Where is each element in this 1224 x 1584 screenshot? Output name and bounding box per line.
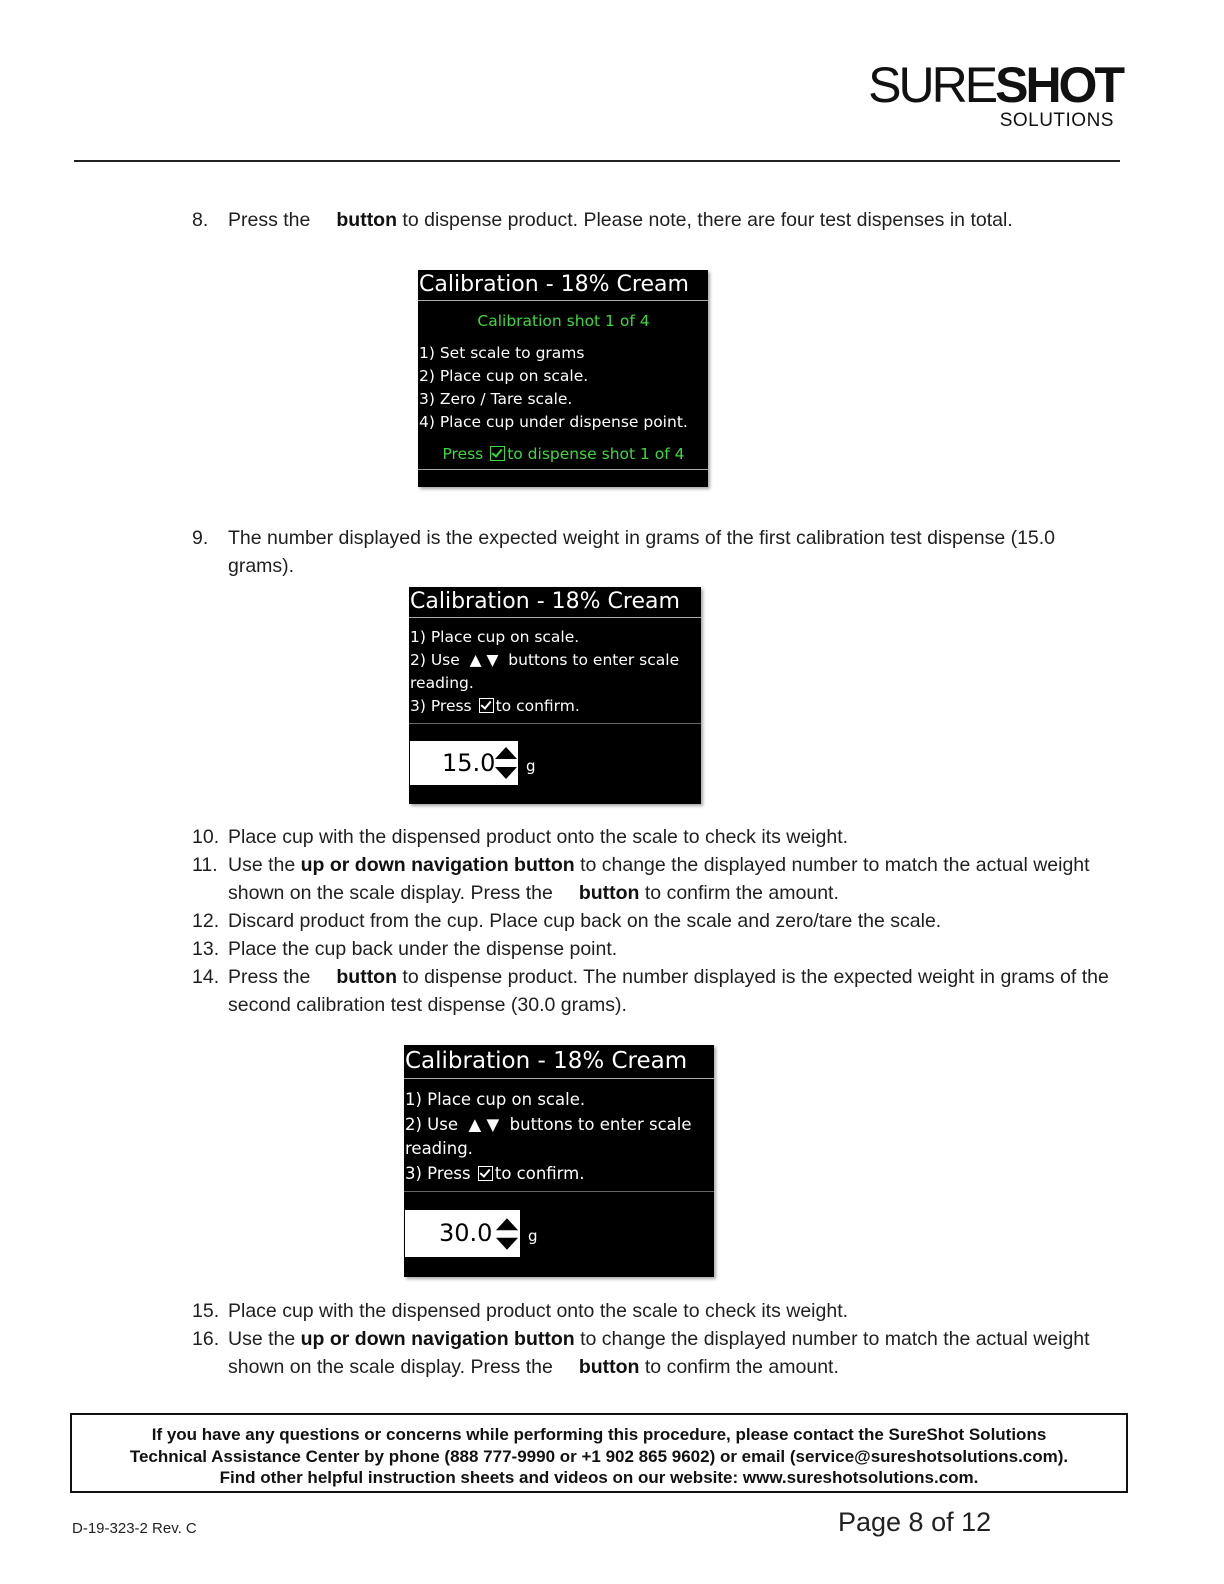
step-text: to confirm the amount.	[639, 1356, 839, 1378]
step-text: to change the displayed number to match the actual weight shown on the scale display. Press the	[228, 854, 1090, 904]
step-text: to change the displayed number to match the actual weight shown on the scale display. Press the	[228, 1328, 1090, 1378]
screen-line: 2) Use ▲ ▼ buttons to enter scale	[405, 1114, 692, 1134]
weight-unit: g	[526, 757, 536, 775]
checkbox-icon	[479, 698, 494, 713]
step-15	[192, 1297, 1142, 1325]
weight-unit: g	[528, 1227, 538, 1245]
screen-prompt	[418, 443, 708, 466]
step-number: 13.	[192, 938, 220, 960]
logo-wordmark	[868, 57, 1122, 113]
contact-footer-box	[70, 1413, 1128, 1493]
step-12	[192, 907, 1142, 935]
weight-value: 30.0	[439, 1219, 493, 1247]
step-bold: up or down navigation button	[300, 1328, 575, 1350]
step-11	[192, 851, 1142, 907]
screen-title: Calibration - 18% Cream	[410, 589, 680, 614]
step-text: Use the	[228, 854, 301, 876]
checkbox-icon	[478, 1166, 493, 1181]
footer-line: Find other helpful instruction sheets and videos on our website: www.sureshotsolutions.com.	[219, 1468, 979, 1487]
footer-line: If you have any questions or concerns while performing this procedure, please contact the SureShot Solutions	[151, 1425, 1047, 1444]
step-8	[192, 206, 1092, 234]
screen-divider	[404, 1191, 714, 1192]
checkbox-icon	[490, 446, 505, 461]
screen-line: 1) Place cup on scale.	[405, 1090, 586, 1109]
step-bold: button	[578, 1356, 640, 1378]
step-9	[192, 524, 1112, 580]
step-number: 16.	[192, 1328, 220, 1350]
screen-line: 3) Press to confirm.	[405, 1163, 585, 1183]
calibration-screen-2	[409, 587, 701, 804]
up-down-arrows-icon: ▲ ▼	[469, 651, 499, 669]
step-number: 12.	[192, 910, 220, 932]
screen-title: Calibration - 18% Cream	[405, 1048, 688, 1074]
weight-value: 15.0	[442, 749, 496, 777]
step-text: Discard product from the cup. Place cup back on the scale and zero/tare the scale.	[228, 910, 942, 932]
step-text: Press the	[228, 966, 311, 988]
logo-subtitle: SOLUTIONS	[999, 110, 1114, 131]
screen-status: Calibration shot 1 of 4	[477, 312, 650, 330]
screen-title: Calibration - 18% Cream	[419, 272, 689, 297]
up-down-arrows-icon: ▲ ▼	[468, 1114, 500, 1134]
spinner-arrows-icon	[494, 745, 518, 781]
step-10	[192, 823, 1142, 851]
screen-divider	[409, 723, 701, 724]
step-number: 8.	[192, 209, 209, 231]
step-number: 10.	[192, 826, 220, 848]
screen-line: reading.	[405, 1139, 473, 1158]
step-bold: button	[336, 209, 398, 231]
step-text: Press the	[228, 209, 311, 231]
screen-line: 1) Place cup on scale.	[410, 628, 580, 646]
company-logo	[868, 57, 1122, 131]
step-bold: button	[578, 882, 640, 904]
step-text: The number displayed is the expected weight in grams of the first calibration test dispense (15.0 grams).	[228, 527, 1056, 577]
step-number: 14.	[192, 966, 220, 988]
prompt-text: Press	[442, 445, 484, 463]
logo-part-sure: SURE	[868, 57, 996, 113]
screen-line: 3) Press to confirm.	[410, 697, 580, 715]
step-number: 15.	[192, 1300, 220, 1322]
step-bold: up or down navigation button	[300, 854, 575, 876]
step-text: Place cup with the dispensed product onto the scale to check its weight.	[228, 1300, 849, 1322]
step-text: Place cup with the dispensed product onto the scale to check its weight.	[228, 826, 849, 848]
screen-line: 2) Use ▲ ▼ buttons to enter scale	[410, 651, 680, 669]
step-text: Place the cup back under the dispense point.	[228, 938, 618, 960]
weight-value-box	[410, 741, 518, 785]
step-13	[192, 935, 1142, 963]
spinner-arrows-icon	[495, 1215, 519, 1253]
step-16	[192, 1325, 1142, 1381]
screen-line: 2) Place cup on scale.	[419, 367, 589, 385]
footer-line: Technical Assistance Center by phone (888 777-9990 or +1 902 865 9602) or email (service@sureshotsolutions.com).	[129, 1446, 1069, 1466]
step-14	[192, 963, 1142, 1019]
document-id: D-19-323-2 Rev. C	[72, 1520, 197, 1537]
weight-value-box	[405, 1210, 520, 1257]
logo-part-shot: SHOT	[995, 57, 1122, 113]
page-number: Page 8 of 12	[838, 1507, 992, 1537]
screen-line: 3) Zero / Tare scale.	[419, 390, 573, 408]
screen-divider	[418, 300, 708, 301]
step-number: 9.	[192, 527, 209, 549]
screen-line: 4) Place cup under dispense point.	[419, 413, 688, 431]
step-text: to confirm the amount.	[639, 882, 839, 904]
step-bold: button	[336, 966, 398, 988]
step-text: Use the	[228, 1328, 301, 1350]
calibration-screen-3	[404, 1045, 714, 1277]
step-number: 11.	[192, 854, 218, 876]
prompt-text: to dispense shot 1 of 4	[507, 445, 685, 463]
screen-line: 1) Set scale to grams	[419, 344, 585, 362]
step-text: to dispense product. The number displayed is the expected weight in grams of the second calibration test dispense (30.0 grams).	[228, 966, 1109, 1016]
screen-divider	[418, 469, 708, 470]
step-text: to dispense product. Please note, there are four test dispenses in total.	[397, 209, 1013, 231]
screen-line: reading.	[410, 674, 474, 692]
header-divider	[74, 160, 1120, 162]
calibration-screen-1	[418, 270, 708, 487]
